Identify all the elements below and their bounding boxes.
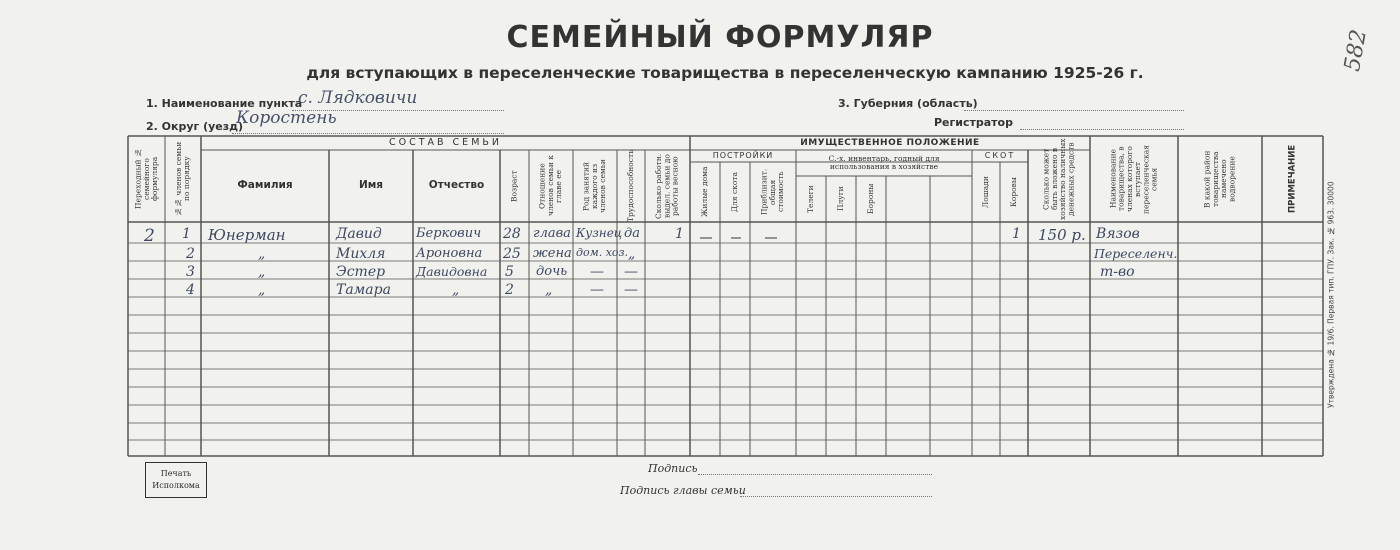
cell-ability: —	[624, 264, 638, 280]
col-surname: Фамилия	[237, 179, 293, 192]
signature-label: Подпись	[648, 462, 698, 475]
col-name: Имя	[358, 179, 384, 192]
cell-name: Давид	[336, 226, 382, 242]
col-ability: Трудоспособность	[625, 149, 635, 223]
col-carts: Телеги	[805, 185, 815, 213]
signature-line	[698, 474, 932, 475]
field-label-district: 2. Округ (уезд)	[146, 120, 244, 133]
print-note: Утверждена № 19/6. Первая тип. ГПУ. Зак. № 963. 30000	[1326, 181, 1336, 409]
col-horses: Лошади	[980, 176, 990, 208]
cell-relation: глава	[533, 226, 571, 241]
cell-surname: „	[258, 282, 266, 298]
col-cattle-buildings: Для скота	[729, 172, 739, 213]
cell-member-no: 2	[186, 246, 195, 262]
cell-occupation: дом. хоз.	[576, 246, 629, 259]
group-buildings: ПОСТРОЙКИ	[712, 150, 774, 160]
stamp-line-2: Исполкома	[152, 481, 200, 490]
cell-occupation: Кузнец	[576, 226, 623, 240]
field-label-registrar: Регистратор	[934, 116, 1013, 129]
cell-patronymic: Ароновна	[416, 246, 483, 261]
field-value-district: Коростень	[236, 108, 337, 128]
field-label-settlement: 1. Наименование пункта	[146, 97, 303, 110]
cell-age: 28	[503, 226, 521, 242]
cell-occupation: —	[590, 264, 604, 280]
cell-name: Тамара	[336, 282, 391, 298]
cell-age: 5	[505, 264, 514, 280]
cell-money: 150 р.	[1038, 226, 1086, 244]
cell-member-no: 3	[186, 264, 195, 280]
col-formular-no: Переходный № семейного формуляра	[133, 148, 160, 210]
form-title: СЕМЕЙНЫЙ ФОРМУЛЯР	[506, 20, 934, 55]
group-family-composition: СОСТАВ СЕМЬИ	[388, 137, 503, 149]
stamp-box	[145, 462, 207, 498]
col-patronymic: Отчество	[428, 179, 485, 192]
cell-age: 2	[505, 282, 514, 298]
group-livestock: СКОТ	[984, 150, 1016, 160]
cell-ability: да	[624, 226, 640, 241]
form-subtitle: для вступающих в переселенческие товарищества в переселенческую кампанию 1925-26 г.	[306, 64, 1144, 82]
cell-surname: Юнерман	[208, 226, 286, 244]
col-ploughs: Плуги	[835, 186, 845, 212]
col-buildings-value: Приблизит. общая стоимость	[759, 168, 786, 216]
cell-age: 25	[503, 246, 521, 262]
cell-cows: 1	[1012, 226, 1021, 242]
cell-society: Переселенч.	[1094, 246, 1178, 261]
col-region: В какой район товарищества намечено водворение	[1202, 150, 1237, 208]
col-age: Возраст	[509, 170, 519, 202]
cell-ability: „	[628, 246, 636, 262]
cell-name: Михля	[336, 246, 386, 262]
field-label-province: 3. Губерния (область)	[838, 97, 978, 110]
field-value-settlement: с. Лядковичи	[298, 88, 418, 108]
cell-relation: жена	[533, 246, 572, 261]
cell-formular-no: 2	[144, 226, 155, 246]
cell-surname: „	[258, 264, 266, 280]
cell-patronymic: Беркович	[416, 226, 482, 241]
cell-relation: дочь	[536, 264, 568, 279]
stamp-line-1: Печать	[160, 469, 192, 479]
col-living-houses: Жилые дома	[699, 166, 709, 218]
col-years: Сколько работн. выдел. семьи до работы весною	[654, 153, 680, 219]
cell-ability: —	[624, 282, 638, 298]
cell-occupation: —	[590, 282, 604, 298]
cell-society: т-во	[1100, 264, 1135, 280]
cell-society: Вязов	[1096, 226, 1140, 242]
corner-mark: 582	[1340, 27, 1372, 74]
cell-patronymic: „	[452, 282, 460, 298]
cell-member-no: 4	[186, 282, 195, 298]
cell-surname: „	[258, 246, 266, 262]
col-occupation: Род занятий каждого из членов семьи	[581, 159, 608, 213]
col-harrows: Бороны	[865, 183, 875, 215]
col-member-no: №№ членов семьи по порядку	[173, 141, 191, 217]
cell-years: 1	[675, 226, 684, 242]
group-inventory: С.-х. инвентарь, годный для использования в хозяйстве	[828, 153, 940, 171]
head-signature-label: Подпись главы семьи	[620, 484, 746, 497]
col-money: Сколько может быть вложено в хозяйство наличных денежных средств	[1041, 138, 1076, 220]
cell-relation: „	[545, 282, 553, 298]
col-society: Наименование товарищества, в членах которого вступает переселенческая семья	[1108, 144, 1159, 214]
col-relation: Отношение членов семьи к главе ее	[537, 155, 564, 217]
cell-patronymic: Давидовна	[416, 264, 488, 279]
col-notes: ПРИМЕЧАНИЕ	[1287, 144, 1298, 214]
col-cows: Коровы	[1008, 177, 1018, 207]
cell-name: Эстер	[336, 264, 386, 280]
group-property: ИМУЩЕСТВЕННОЕ ПОЛОЖЕНИЕ	[800, 137, 980, 148]
cell-member-no: 1	[182, 226, 191, 242]
head-signature-line	[740, 496, 932, 497]
